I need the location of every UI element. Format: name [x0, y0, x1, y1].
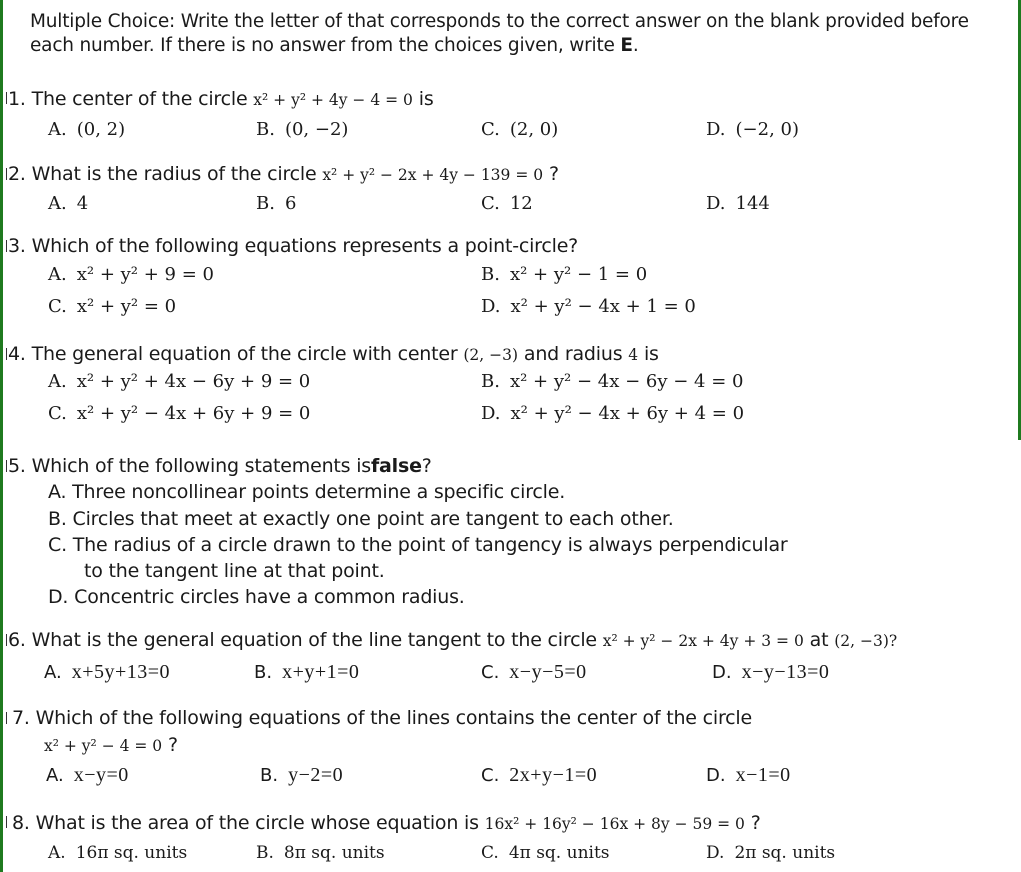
question-equation: x² + y² − 2x + 4y + 3 = 0	[602, 632, 804, 650]
question-equation: x² + y² + 4y − 4 = 0	[253, 91, 413, 109]
question-text: Which of the following equations represents a point-circle?	[31, 235, 579, 257]
q2-option-c[interactable]: C. 12	[481, 193, 533, 214]
question-text-end: ?	[548, 163, 559, 185]
answer-blank-2[interactable]	[6, 168, 7, 180]
question-text: What is the general equation of the line tangent to the circle	[31, 629, 597, 651]
question-equation: x² + y² − 2x + 4y − 139 = 0	[322, 166, 544, 184]
question-number: 5.	[8, 455, 26, 477]
question-number: 7.	[12, 707, 30, 729]
q5-option-c-continued: to the tangent line at that point.	[84, 560, 385, 582]
q3-option-a[interactable]: A. x² + y² + 9 = 0	[48, 264, 214, 285]
answer-blank-5[interactable]	[6, 460, 7, 472]
q8-option-d[interactable]: D. 2π sq. units	[706, 843, 836, 863]
answer-blank-1[interactable]	[6, 92, 7, 104]
q8-option-b[interactable]: B. 8π sq. units	[256, 843, 385, 863]
q4-option-b[interactable]: B. x² + y² − 4x − 6y − 4 = 0	[481, 371, 744, 392]
question-text: The general equation of the circle with center	[31, 343, 458, 365]
question-number: 1.	[8, 88, 26, 110]
q3-option-d[interactable]: D. x² + y² − 4x + 1 = 0	[481, 296, 696, 317]
instructions-bold-letter: E	[620, 35, 633, 56]
question-2	[8, 162, 559, 187]
question-text-mid: and radius	[523, 343, 623, 365]
q4-option-a[interactable]: A. x² + y² + 4x − 6y + 9 = 0	[48, 371, 311, 392]
question-text: The center of the circle	[31, 88, 248, 110]
q7-option-b[interactable]: B. y−2=0	[260, 764, 344, 786]
question-text: Which of the following equations of the lines contains the center of the circle	[35, 707, 752, 729]
answer-blank-8[interactable]	[6, 816, 7, 828]
instructions-text: Multiple Choice: Write the letter of that corresponds to the correct answer on the blank provided before each number. If there is no answer from the choices given, write	[30, 11, 969, 56]
question-bold-word: false	[370, 455, 422, 477]
question-text: What is the area of the circle whose equation is	[35, 812, 479, 834]
q2-option-b[interactable]: B. 6	[256, 193, 297, 214]
q4-option-c[interactable]: C. x² + y² − 4x + 6y + 9 = 0	[48, 403, 311, 424]
question-text-end: ?	[750, 812, 761, 834]
question-text-end: is	[418, 88, 434, 110]
q2-option-a[interactable]: A. 4	[48, 193, 89, 214]
question-7	[12, 706, 752, 730]
q2-option-d[interactable]: D. 144	[706, 193, 770, 214]
q8-option-c[interactable]: C. 4π sq. units	[481, 843, 610, 863]
q6-option-c[interactable]: C. x−y−5=0	[481, 661, 587, 683]
q7-option-d[interactable]: D. x−1=0	[706, 764, 791, 786]
q1-option-c[interactable]: C. (2, 0)	[481, 119, 559, 140]
instructions-end: .	[632, 35, 639, 56]
page-border-left	[0, 0, 3, 872]
question-text: Which of the following statements is	[31, 455, 371, 477]
answer-blank-3[interactable]	[6, 240, 7, 252]
question-7-continued	[44, 733, 178, 758]
question-number: 2.	[8, 163, 26, 185]
question-equation: x² + y² − 4 = 0	[44, 737, 163, 755]
question-text-end: is	[643, 343, 659, 365]
question-number: 8.	[12, 812, 30, 834]
q8-option-a[interactable]: A. 16π sq. units	[48, 843, 188, 863]
answer-blank-4[interactable]	[6, 348, 7, 360]
q3-option-c[interactable]: C. x² + y² = 0	[48, 296, 177, 317]
q1-option-b[interactable]: B. (0, −2)	[256, 119, 349, 140]
question-text-end: ?	[168, 734, 178, 756]
question-text-mid: at	[809, 629, 829, 651]
question-number: 3.	[8, 235, 26, 257]
q7-option-a[interactable]: A. x−y=0	[46, 764, 129, 786]
q6-option-a[interactable]: A. x+5y+13=0	[44, 661, 171, 683]
q5-option-c[interactable]: C. The radius of a circle drawn to the point of tangency is always perpendicular	[48, 534, 788, 556]
q5-option-a[interactable]: A. Three noncollinear points determine a specific circle.	[48, 481, 566, 503]
q7-option-c[interactable]: C. 2x+y−1=0	[481, 764, 598, 786]
question-8	[12, 811, 761, 836]
q6-option-b[interactable]: B. x+y+1=0	[254, 661, 360, 683]
question-text-end: ?	[421, 455, 432, 477]
question-number: 4.	[8, 343, 26, 365]
q5-option-b[interactable]: B. Circles that meet at exactly one point are tangent to each other.	[48, 508, 674, 530]
answer-blank-6[interactable]	[6, 634, 7, 646]
question-number: 6.	[8, 629, 26, 651]
q3-option-b[interactable]: B. x² + y² − 1 = 0	[481, 264, 648, 285]
question-radius: 4	[628, 346, 639, 364]
question-point: (2, −3)?	[834, 632, 898, 650]
question-4	[8, 342, 659, 367]
question-1	[8, 87, 434, 112]
question-equation: 16x² + 16y² − 16x + 8y − 59 = 0	[484, 815, 745, 833]
answer-blank-7[interactable]	[6, 712, 7, 724]
q1-option-a[interactable]: A. (0, 2)	[48, 119, 126, 140]
question-center: (2, −3)	[463, 346, 519, 364]
question-6	[8, 628, 897, 653]
q4-option-d[interactable]: D. x² + y² − 4x + 6y + 4 = 0	[481, 403, 745, 424]
question-5	[8, 454, 432, 478]
question-text: What is the radius of the circle	[31, 163, 317, 185]
q1-option-d[interactable]: D. (−2, 0)	[706, 119, 799, 140]
question-3	[8, 234, 578, 258]
q5-option-d[interactable]: D. Concentric circles have a common radius.	[48, 586, 465, 608]
q6-option-d[interactable]: D. x−y−13=0	[712, 661, 830, 683]
instructions	[30, 10, 1000, 58]
